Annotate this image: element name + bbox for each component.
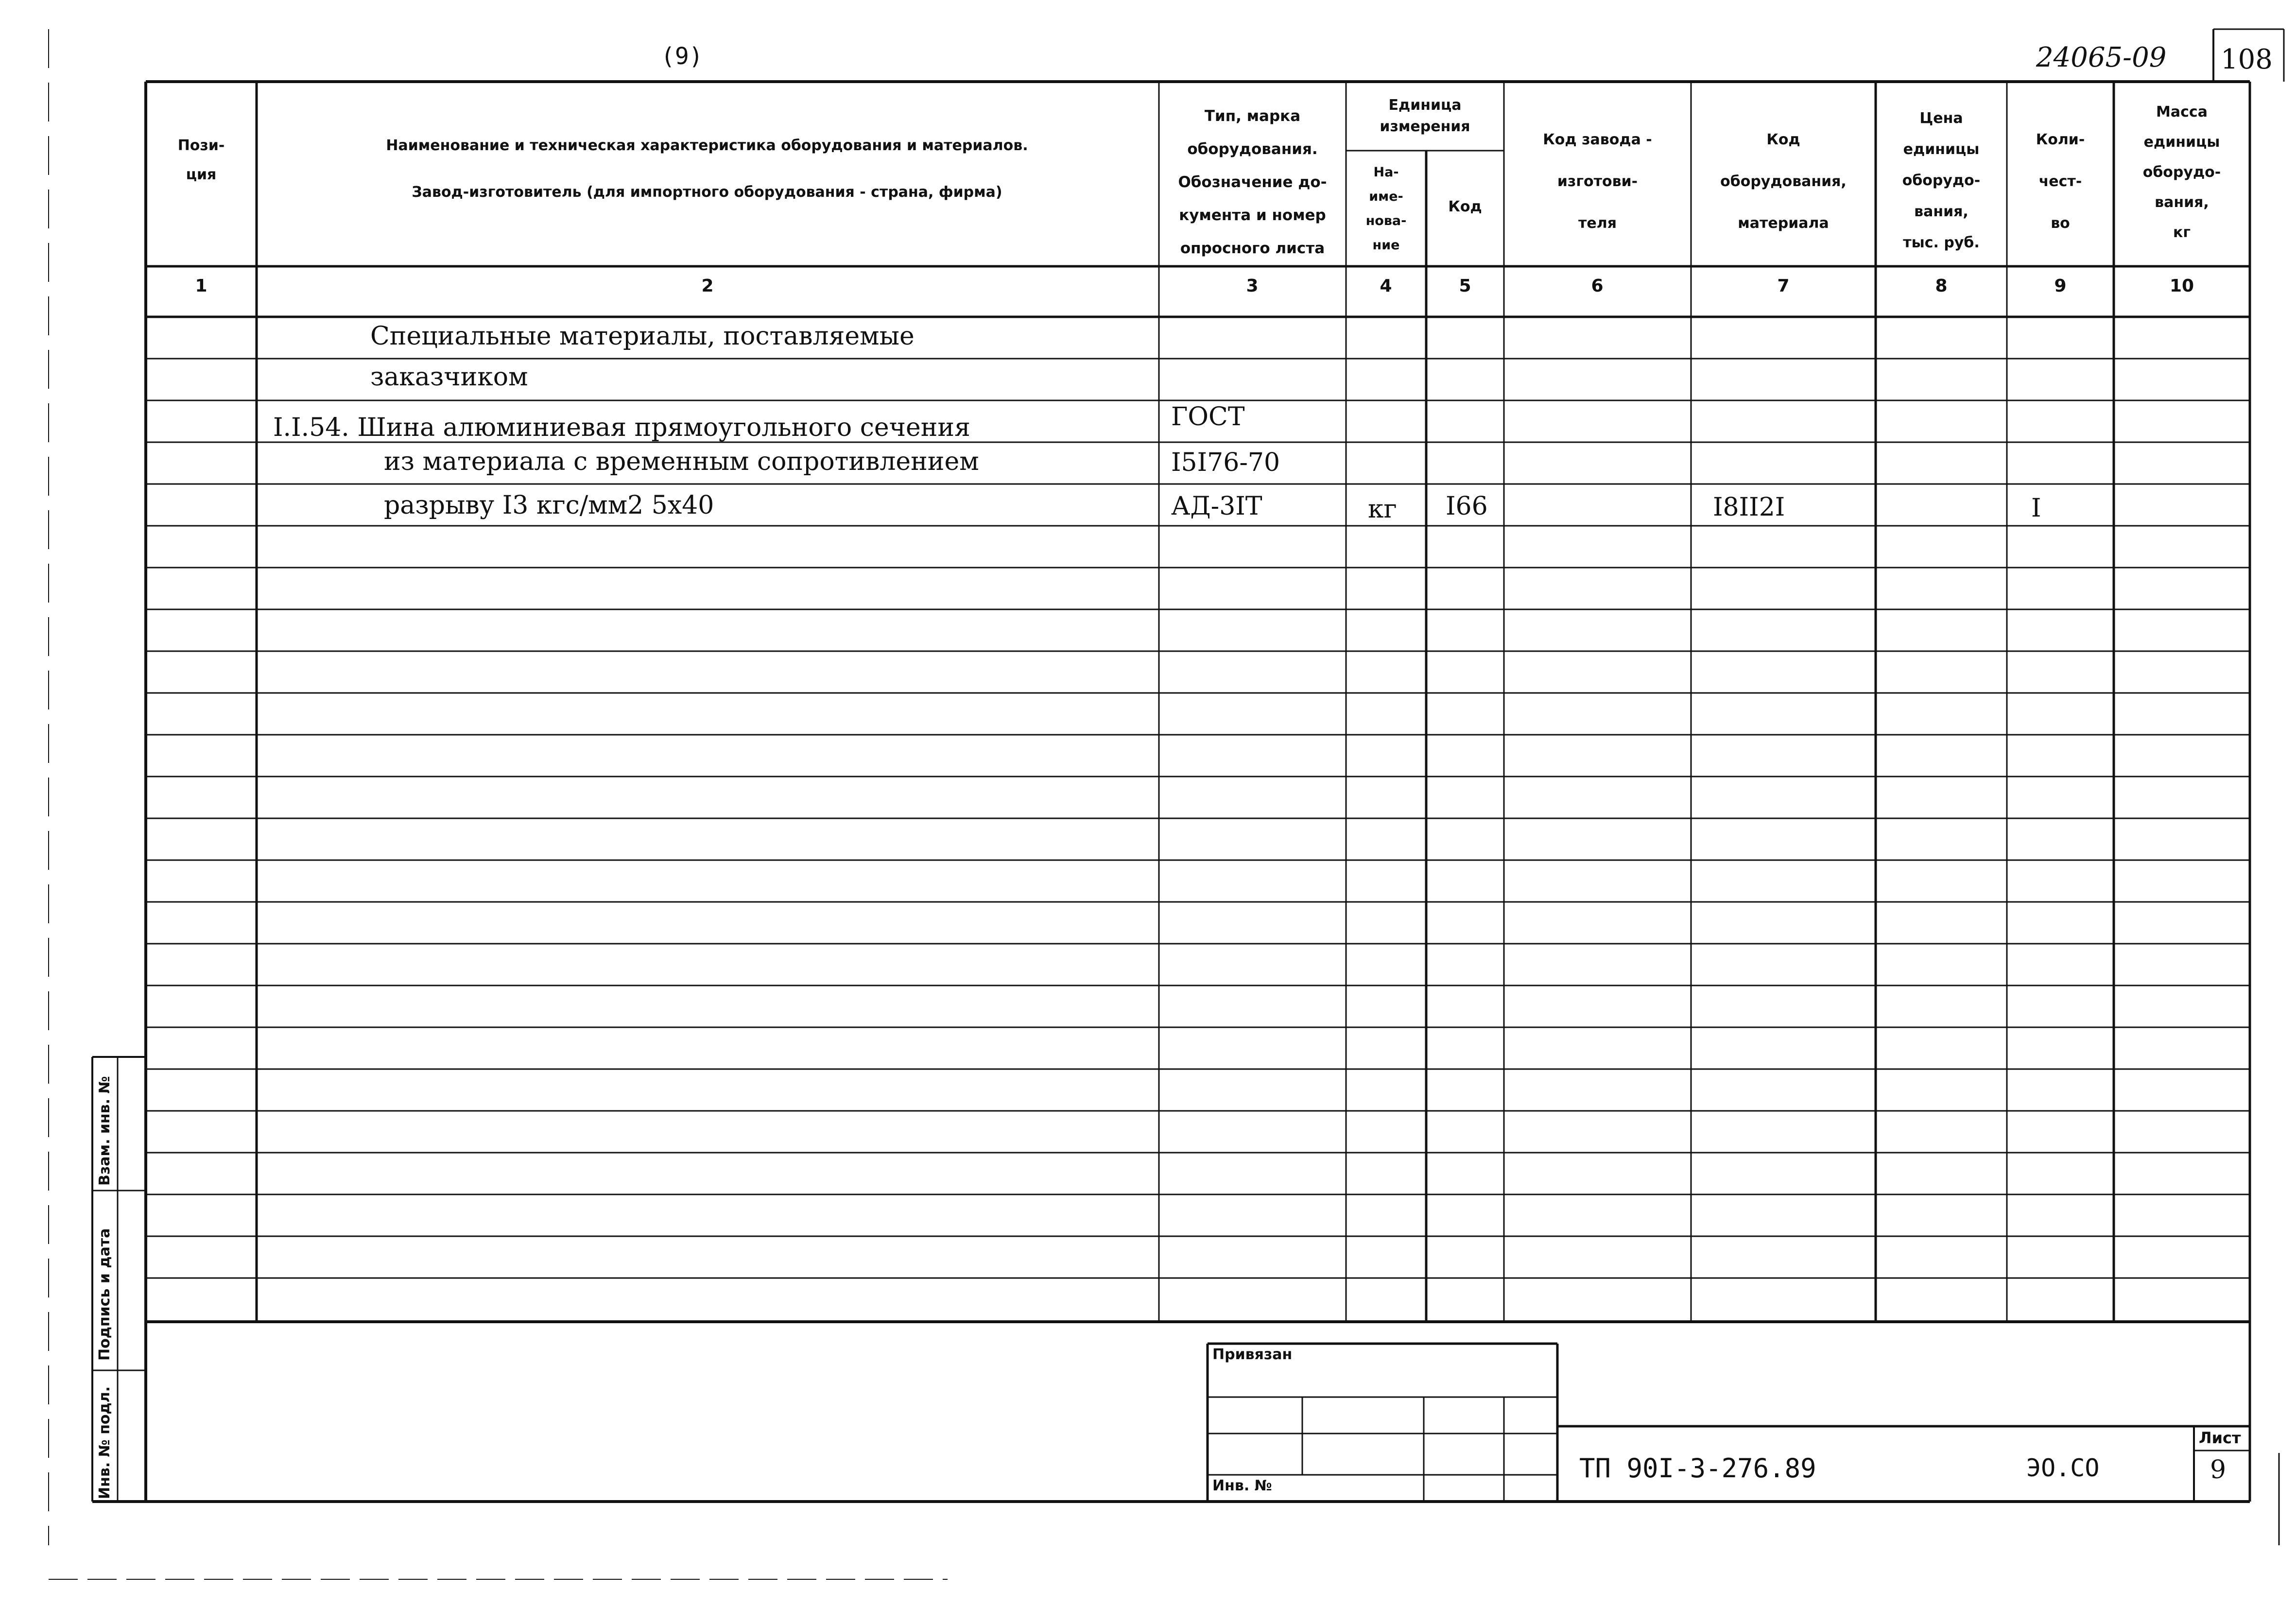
header-position-l2: ция <box>186 166 217 183</box>
column-number: 4 <box>1380 276 1392 296</box>
row-name: разрыву I3 кгс/мм2 5х40 <box>384 491 714 520</box>
row-name: Специальные материалы, поставляемые <box>370 322 915 351</box>
header-qty-l2: чест- <box>2038 173 2082 190</box>
header-equip-code <box>1691 119 1876 244</box>
row-unit-code: I66 <box>1446 492 1488 521</box>
header-qty <box>2007 119 2114 244</box>
header-qty-l3: во <box>2051 215 2070 232</box>
row-unit-name: кг <box>1368 495 1397 524</box>
column-number: 7 <box>1777 276 1790 296</box>
header-unit-group-l1: Единица <box>1388 97 1462 114</box>
header-price-l3: оборудо- <box>1902 172 1981 189</box>
header-position <box>146 131 257 190</box>
row-name: заказчиком <box>370 363 528 392</box>
attached-label: Привязан <box>1212 1346 1293 1363</box>
column-number: 2 <box>701 276 714 296</box>
header-mass <box>2114 97 2250 248</box>
header-equip-code-l3: материала <box>1738 215 1829 232</box>
row-name: из материала с временным сопротивлением <box>384 447 979 476</box>
header-mass-l4: вания, <box>2155 194 2209 211</box>
header-unit-name-l3: нова- <box>1365 213 1407 228</box>
header-unit-name-l4: ние <box>1372 238 1400 253</box>
column-number: 6 <box>1591 276 1604 296</box>
header-name <box>262 122 1152 216</box>
header-unit-name <box>1346 160 1426 258</box>
row-equip-code: I8II2I <box>1713 493 1785 522</box>
column-number: 8 <box>1935 276 1948 296</box>
header-unit-group <box>1346 95 1504 138</box>
header-price-l4: вания, <box>1914 203 1968 220</box>
header-mass-l1: Масса <box>2156 104 2208 121</box>
header-factory-code-l1: Код завода - <box>1543 131 1652 148</box>
header-type <box>1159 100 1346 265</box>
sheet-label: Лист <box>2199 1429 2241 1447</box>
header-name-l1: Наименование и техническая характеристика оборудования и материалов. <box>386 137 1028 154</box>
row-name: I.I.54. Шина алюминиевая прямоугольного сечения <box>273 413 970 442</box>
header-type-l1: Тип, марка <box>1204 107 1301 125</box>
archive-number: 24065-09 <box>2036 42 2167 73</box>
inv-no-label: Инв. № <box>1212 1477 1272 1494</box>
sheet-number-top: (9) <box>661 43 703 70</box>
header-mass-l5: кг <box>2173 224 2191 241</box>
header-qty-l1: Коли- <box>2036 131 2085 148</box>
header-factory-code <box>1504 119 1691 244</box>
row-qty: I <box>2031 494 2041 523</box>
header-factory-code-l2: изготови- <box>1557 173 1638 190</box>
row-type: ГОСТ <box>1171 402 1245 432</box>
header-type-l2: оборудования. <box>1187 140 1318 158</box>
row-type: АД-3IТ <box>1171 492 1262 521</box>
side-stamp-sign-date: Подпись и дата <box>96 1228 113 1361</box>
column-number: 9 <box>2054 276 2067 296</box>
side-stamp-replace-inv: Взам. инв. № <box>96 1076 113 1186</box>
header-unit-code: Код <box>1448 198 1482 215</box>
column-number: 10 <box>2169 276 2194 296</box>
header-unit-name-l2: име- <box>1369 189 1403 204</box>
header-type-l4: кумента и номер <box>1179 207 1326 224</box>
column-number: 5 <box>1459 276 1471 296</box>
header-factory-code-l3: теля <box>1578 215 1617 232</box>
header-unit-name-l1: На- <box>1373 165 1399 180</box>
page-number: 108 <box>2221 44 2273 75</box>
document-code: ТП 90I-3-276.89 <box>1579 1453 1816 1484</box>
header-type-l5: опросного листа <box>1180 240 1325 257</box>
row-type: I5I76-70 <box>1171 448 1280 477</box>
side-stamp-inv-orig: Инв. № подл. <box>96 1386 113 1499</box>
header-name-l2: Завод-изготовитель (для импортного оборудования - страна, фирма) <box>412 184 1002 201</box>
header-price-l2: единицы <box>1903 141 1980 158</box>
header-price-l5: тыс. руб. <box>1903 234 1980 251</box>
header-position-l1: Пози- <box>177 137 225 154</box>
section-code: ЭО.СО <box>2026 1454 2100 1482</box>
sheet-value: 9 <box>2210 1455 2227 1485</box>
header-unit-group-l2: измерения <box>1380 118 1470 135</box>
column-number: 1 <box>195 276 207 296</box>
header-equip-code-l1: Код <box>1766 131 1800 148</box>
header-mass-l2: единицы <box>2143 134 2220 151</box>
header-equip-code-l2: оборудования, <box>1720 173 1847 190</box>
header-price-l1: Цена <box>1919 110 1963 127</box>
header-mass-l3: оборудо- <box>2142 164 2221 181</box>
header-price <box>1876 103 2007 259</box>
column-number: 3 <box>1246 276 1259 296</box>
header-type-l3: Обозначение до- <box>1178 173 1327 191</box>
